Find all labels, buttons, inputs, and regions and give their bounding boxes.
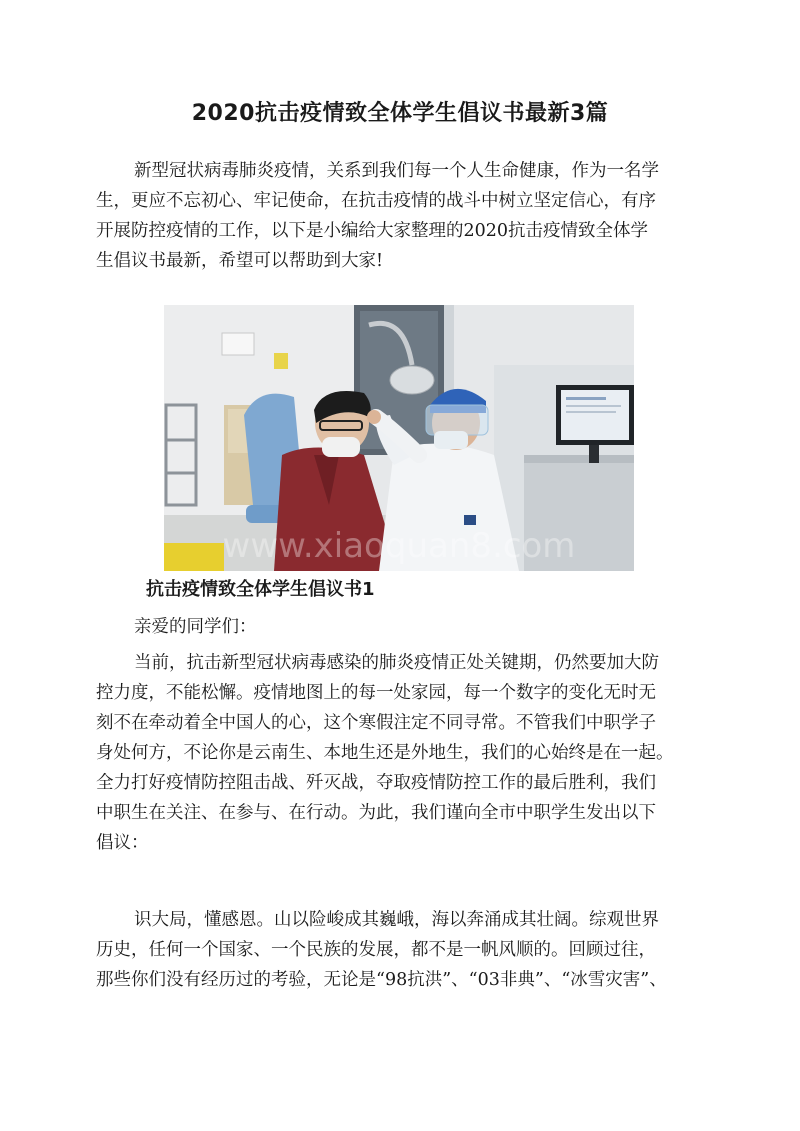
section-heading: 抗击疫情致全体学生倡议书1 (146, 579, 375, 600)
body-line: 刻不在牵动着全中国人的心，这个寒假注定不同寻常。不管我们中职学子 (96, 713, 656, 733)
intro-line: 开展防控疫情的工作，以下是小编给大家整理的2020抗击疫情致全体学 (96, 221, 649, 241)
photo-illustration (164, 305, 634, 571)
body-line: 识大局，懂感恩。山以险峻成其巍峨，海以奔涌成其壮阔。综观世界 (134, 910, 659, 930)
salutation-line: 亲爱的同学们： (134, 617, 257, 637)
body-line: 全力打好疫情防控阻击战、歼灭战，夺取疫情防控工作的最后胜利，我们 (96, 773, 656, 793)
article-photo (164, 305, 634, 571)
intro-line: 新型冠状病毒肺炎疫情，关系到我们每一个人生命健康，作为一名学 (134, 161, 659, 181)
photo-watermark: www.xiaoquan8.com (222, 526, 576, 566)
salutation (96, 612, 257, 642)
body-paragraph-1 (96, 648, 674, 858)
page-title: 2020抗击疫情致全体学生倡议书最新3篇 (191, 101, 609, 126)
intro-line: 生，更应不忘初心、牢记使命，在抗击疫情的战斗中树立坚定信心，有序 (96, 191, 656, 211)
intro-paragraph (96, 156, 659, 276)
intro-line: 生倡议书最新，希望可以帮助到大家! (96, 251, 384, 271)
body-paragraph-2 (96, 905, 667, 995)
body-line: 那些你们没有经历过的考验，无论是“98抗洪”、“03非典”、“冰雪灾害”、 (96, 970, 667, 990)
body-line: 身处何方，不论你是云南生、本地生还是外地生，我们的心始终是在一起。 (96, 743, 674, 763)
body-line: 倡议： (96, 833, 149, 853)
body-line: 当前，抗击新型冠状病毒感染的肺炎疫情正处关键期，仍然要加大防 (134, 653, 659, 673)
body-line: 历史，任何一个国家、一个民族的发展，都不是一帆风顺的。回顾过往， (96, 940, 656, 960)
body-line: 中职生在关注、在参与、在行动。为此，我们谨向全市中职学生发出以下 (96, 803, 656, 823)
body-line: 控力度，不能松懈。疫情地图上的每一处家园，每一个数字的变化无时无 (96, 683, 656, 703)
